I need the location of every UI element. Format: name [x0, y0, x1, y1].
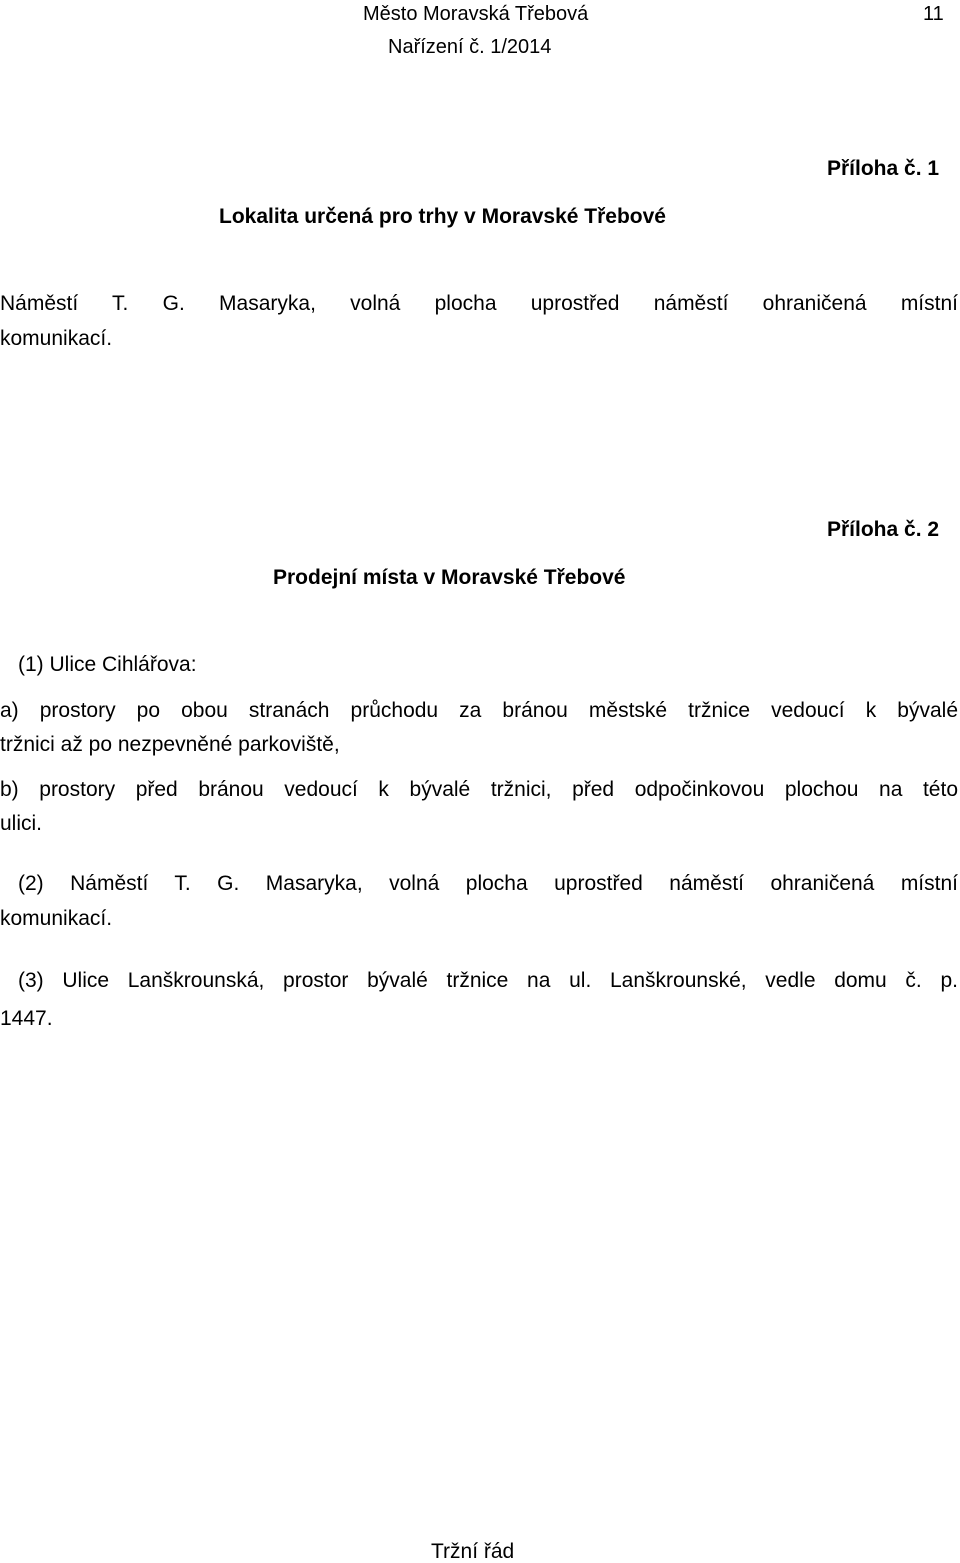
item1a-line1: a) prostory po obou stranách průchodu za bránou městské tržnice vedoucí k bývalé	[0, 699, 958, 722]
annex1-text-line1: Náměstí T. G. Masaryka, volná plocha uprostřed náměstí ohraničená místní	[0, 292, 958, 315]
annex2-title: Prodejní místa v Moravské Třebové	[273, 566, 626, 589]
annex1-label: Příloha č. 1	[827, 157, 940, 180]
item1a-line2: tržnici až po nezpevněné parkoviště,	[0, 733, 340, 756]
item2-line2: komunikací.	[0, 907, 113, 930]
item1b-line1: b) prostory před bránou vedoucí k bývalé tržnici, před odpočinkovou plochou na této	[0, 778, 958, 801]
header-city: Město Moravská Třebová	[363, 3, 589, 25]
annex1-text-line2: komunikací.	[0, 327, 113, 350]
item2-line1: (2) Náměstí T. G. Masaryka, volná plocha uprostřed náměstí ohraničená místní	[18, 872, 958, 895]
footer-title: Tržní řád	[431, 1540, 515, 1563]
annex1-title: Lokalita určená pro trhy v Moravské Třebové	[219, 205, 666, 228]
item3-line1: (3) Ulice Lanškrounská, prostor bývalé tržnice na ul. Lanškrounské, vedle domu č. p.	[18, 969, 958, 992]
item3-line2: 1447.	[0, 1007, 53, 1030]
item1b-line2: ulici.	[0, 812, 43, 835]
header-regulation: Nařízení č. 1/2014	[388, 36, 552, 58]
header-page-number: 11	[923, 3, 944, 25]
item1-heading: (1) Ulice Cihlářova:	[18, 653, 197, 676]
annex2-label: Příloha č. 2	[827, 518, 940, 541]
